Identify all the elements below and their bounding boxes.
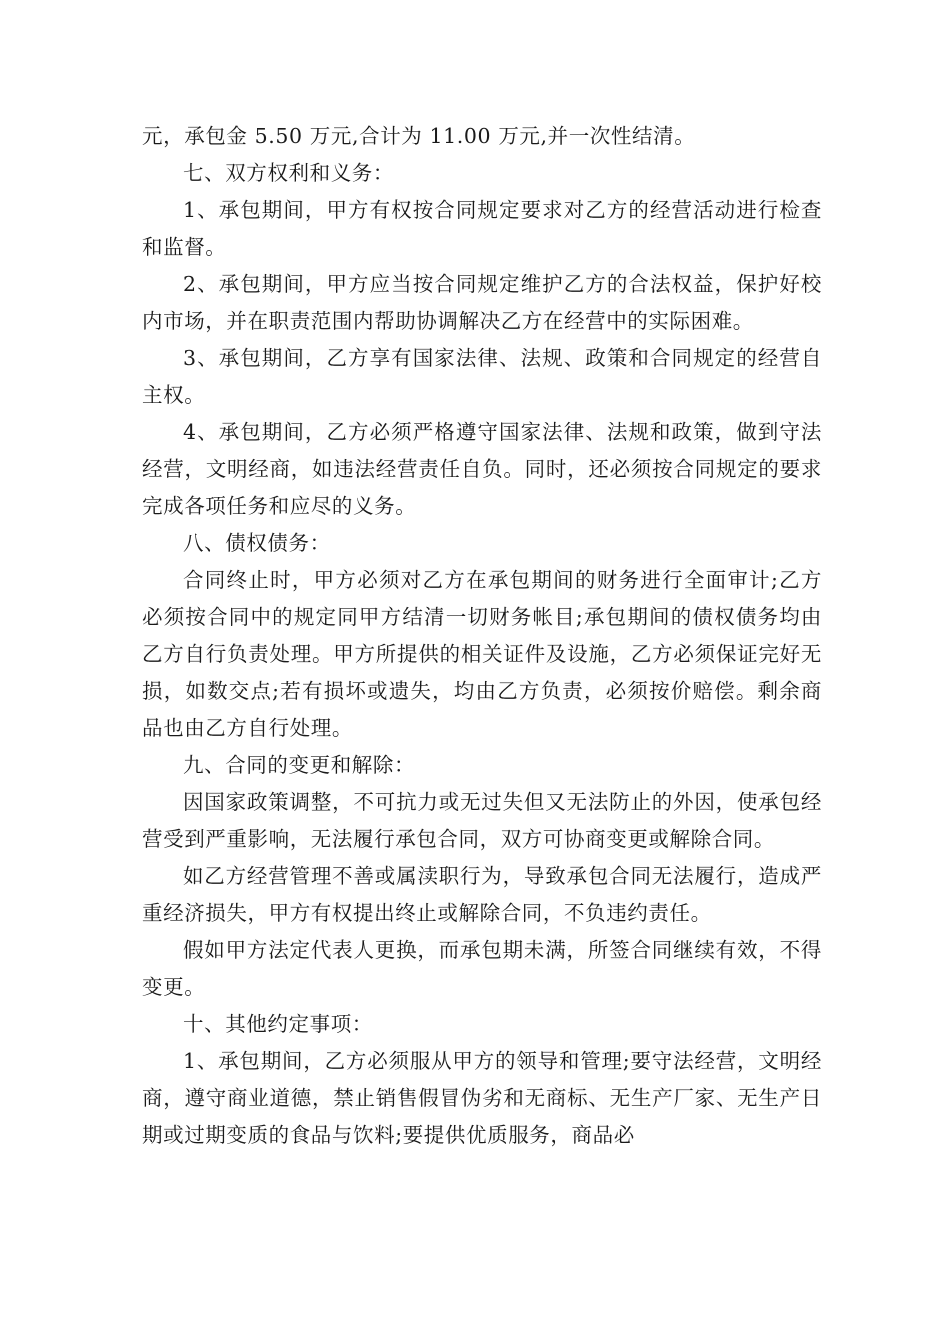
paragraph-clause-8: 合同终止时，甲方必须对乙方在承包期间的财务进行全面审计;乙方必须按合同中的规定同甲方结清一切财务帐目;承包期间的债权债务均由乙方自行负责处理。甲方所提供的相关证件及设施，乙方必须保证完好无损，如数交点;若有损坏或遗失，均由乙方负责，必须按价赔偿。剩余商品也由乙方自行处理。 — [142, 568, 822, 740]
document-body — [142, 118, 822, 1154]
paragraph-clause-7-2: 2、承包期间，甲方应当按合同规定维护乙方的合法权益，保护好校内市场，并在职责范围内帮助协调解决乙方在经营中的实际困难。 — [142, 272, 822, 333]
paragraph-payment-continuation: 元，承包金 5.50 万元,合计为 11.00 万元,并一次性结清。 — [142, 124, 696, 148]
paragraph-clause-9-2: 如乙方经营管理不善或属渎职行为，导致承包合同无法履行，造成严重经济损失，甲方有权提出终止或解除合同，不负违约责任。 — [142, 864, 822, 925]
section-heading-change-termination: 九、合同的变更和解除： — [183, 753, 416, 777]
paragraph-clause-7-1: 1、承包期间，甲方有权按合同规定要求对乙方的经营活动进行检查和监督。 — [142, 198, 822, 259]
paragraph-clause-10-1: 1、承包期间，乙方必须服从甲方的领导和管理;要守法经营，文明经商，遵守商业道德，禁止销售假冒伪劣和无商标、无生产厂家、无生产日期或过期变质的食品与饮料;要提供优质服务，商品必 — [142, 1049, 822, 1147]
section-heading-rights-obligations: 七、双方权利和义务： — [183, 161, 394, 185]
paragraph-clause-9-1: 因国家政策调整，不可抗力或无过失但又无法防止的外因，使承包经营受到严重影响，无法履行承包合同，双方可协商变更或解除合同。 — [142, 790, 822, 851]
paragraph-clause-7-4: 4、承包期间，乙方必须严格遵守国家法律、法规和政策，做到守法经营，文明经商，如违法经营责任自负。同时，还必须按合同规定的要求完成各项任务和应尽的义务。 — [142, 420, 822, 518]
section-heading-debts: 八、债权债务： — [183, 531, 331, 555]
paragraph-clause-7-3: 3、承包期间，乙方享有国家法律、法规、政策和合同规定的经营自主权。 — [142, 346, 822, 407]
section-heading-other-matters: 十、其他约定事项： — [183, 1012, 373, 1036]
paragraph-clause-9-3: 假如甲方法定代表人更换，而承包期未满，所签合同继续有效，不得变更。 — [142, 938, 822, 999]
